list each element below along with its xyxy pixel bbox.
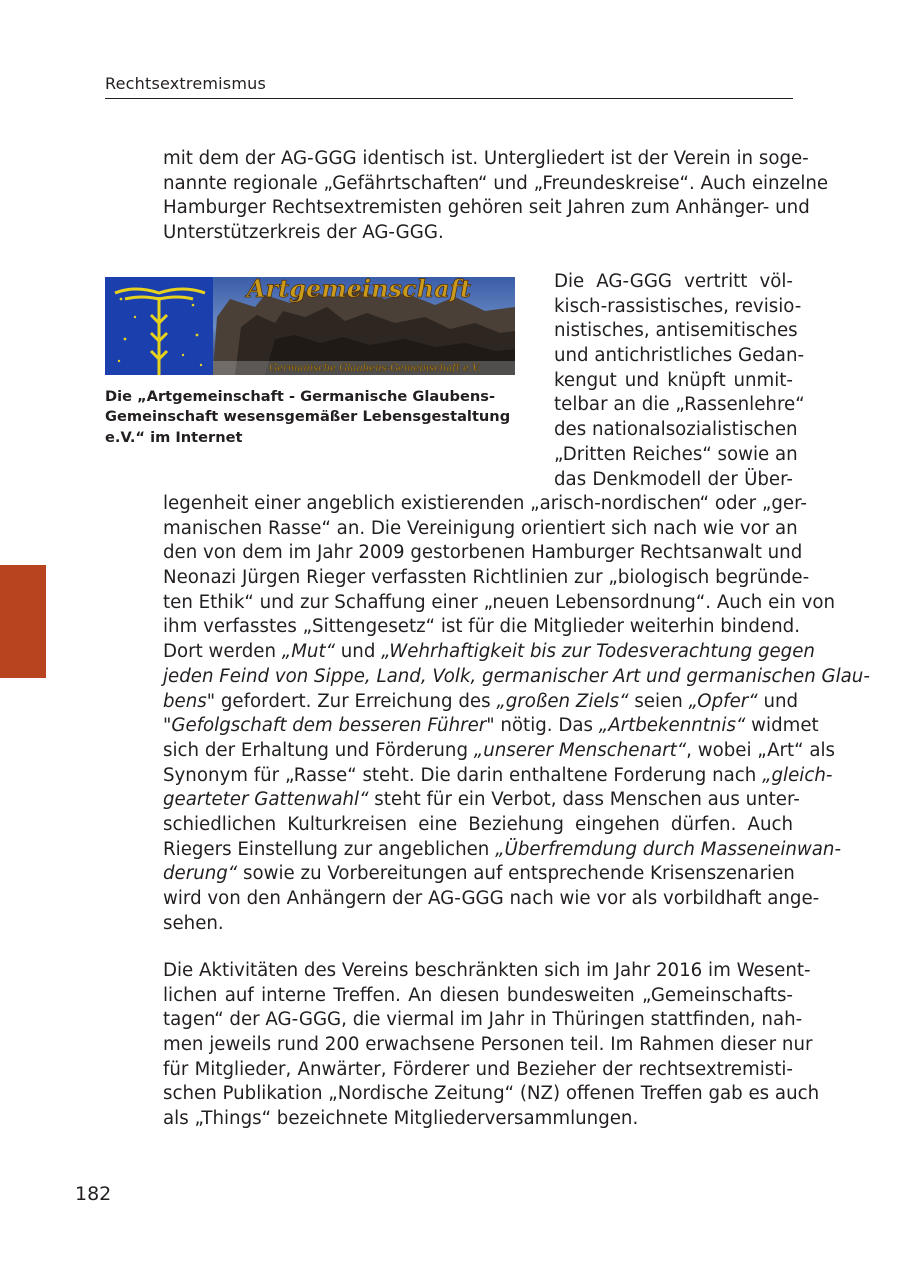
text-line: als „Things“ bezeichnete Mitgliederversammlungen. [163, 1108, 639, 1130]
text-line: Unterstützerkreis der AG-GGG. [163, 222, 444, 244]
caption-line: Die „Artgemeinschaft - Germanische Glaubens- [105, 388, 496, 405]
chapter-side-tab [0, 565, 46, 678]
text-line: men jeweils rund 200 erwachsene Personen teil. Im Rahmen dieser nur [163, 1034, 813, 1056]
text-line: wird von den Anhängern der AG-GGG nach wie vor als vorbildhaft ange- [163, 888, 820, 909]
closing-paragraph [163, 959, 820, 1132]
text-line: Neonazi Jürgen Rieger verfassten Richtlinien zur „biologisch begründe- [163, 567, 810, 589]
text-line: jeden Feind von Sippe, Land, Volk, germanischer Art und germanischen Glau- [163, 665, 870, 687]
text-line: kengut und knüpft unmit- [554, 369, 793, 391]
banner-title: Artgemeinschaft [246, 277, 472, 303]
text-line: telbar an die „Rassenlehre“ [554, 394, 805, 416]
text-line: sehen. [163, 912, 224, 934]
text-line: Riegers Einstellung zur angeblichen „Überfremdung durch Masseneinwan- [163, 838, 842, 860]
header-rule [105, 98, 793, 99]
intro-paragraph [163, 147, 829, 246]
text-line: legenheit einer angeblich existierenden „arisch-nordischen“ oder „ger- [163, 493, 807, 514]
text-line: manischen Rasse“ an. Die Vereinigung orientiert sich nach wie vor an [163, 517, 798, 539]
main-paragraph [163, 492, 870, 936]
page-number: 182 [75, 1183, 112, 1205]
text-line: nannte regionale „Gefährtschaften“ und „Freundeskreise“. Auch einzelne [163, 172, 829, 194]
text-line: schen Publikation „Nordische Zeitung“ (NZ) offenen Treffen gab es auch [163, 1083, 820, 1105]
text-line: tagen“ der AG-GGG, die viermal im Jahr in Thüringen stattfinden, nah- [163, 1009, 803, 1031]
text-line: des nationalsozialistischen [554, 419, 798, 441]
text-line: nistisches, antisemitisches [554, 320, 798, 342]
text-line: Dort werden „Mut“ und „Wehrhaftigkeit bis zur Todesverachtung gegen [163, 641, 815, 663]
figure-caption [105, 387, 525, 448]
artgemeinschaft-banner-image [105, 277, 515, 375]
text-line: ihm verfasstes „Sittengesetz“ ist für die Mitglieder weiterhin bindend. [163, 616, 800, 638]
text-line: sich der Erhaltung und Förderung „unserer Menschenart“, wobei „Art“ als [163, 739, 835, 761]
caption-line: Gemeinschaft wesensgemäßer Lebensgestaltung [105, 408, 511, 426]
text-line: kisch-rassistisches, revisio- [554, 295, 802, 317]
banner-subtitle: Germanische Glaubens-Gemeinschaft e.V. [269, 363, 481, 374]
right-column-text [554, 270, 805, 492]
text-line: Hamburger Rechtsextremisten gehören seit Jahren zum Anhänger- und [163, 197, 810, 219]
text-line: den von dem im Jahr 2009 gestorbenen Hamburger Rechtsanwalt und [163, 542, 803, 564]
text-line: für Mitglieder, Anwärter, Förderer und Bezieher der rechtsextremisti- [163, 1058, 793, 1080]
text-line: Die Aktivitäten des Vereins beschränkten sich im Jahr 2016 im Wesent- [163, 960, 811, 981]
caption-line: e.V.“ im Internet [105, 428, 243, 446]
text-line: derung“ sowie zu Vorbereitungen auf entsprechende Krisenszenarien [163, 863, 795, 885]
text-line: schiedlichen Kulturkreisen eine Beziehung eingehen dürfen. Auch [163, 813, 793, 835]
text-line: ten Ethik“ und zur Schaffung einer „neuen Lebensordnung“. Auch ein von [163, 591, 836, 613]
running-header: Rechtsextremismus [105, 74, 266, 93]
text-line: gearteter Gattenwahl“ steht für ein Verbot, dass Menschen aus unter- [163, 789, 800, 811]
text-line: lichen auf interne Treffen. An diesen bundesweiten „Gemeinschafts- [163, 984, 793, 1006]
text-line: mit dem der AG-GGG identisch ist. Untergliedert ist der Verein in soge- [163, 148, 809, 169]
text-line: "Gefolgschaft dem besseren Führer" nötig. Das „Artbekenntnis“ widmet [163, 715, 819, 737]
text-line: und antichristliches Gedan- [554, 345, 805, 367]
text-line: bens" gefordert. Zur Erreichung des „großen Ziels“ seien „Opfer“ und [163, 690, 799, 712]
text-line: Die AG-GGG vertritt völ- [554, 271, 793, 292]
text-line: Synonym für „Rasse“ steht. Die darin enthaltene Forderung nach „gleich- [163, 764, 833, 786]
text-line: „Dritten Reiches“ sowie an [554, 443, 798, 465]
text-line: das Denkmodell der Über- [554, 468, 793, 490]
